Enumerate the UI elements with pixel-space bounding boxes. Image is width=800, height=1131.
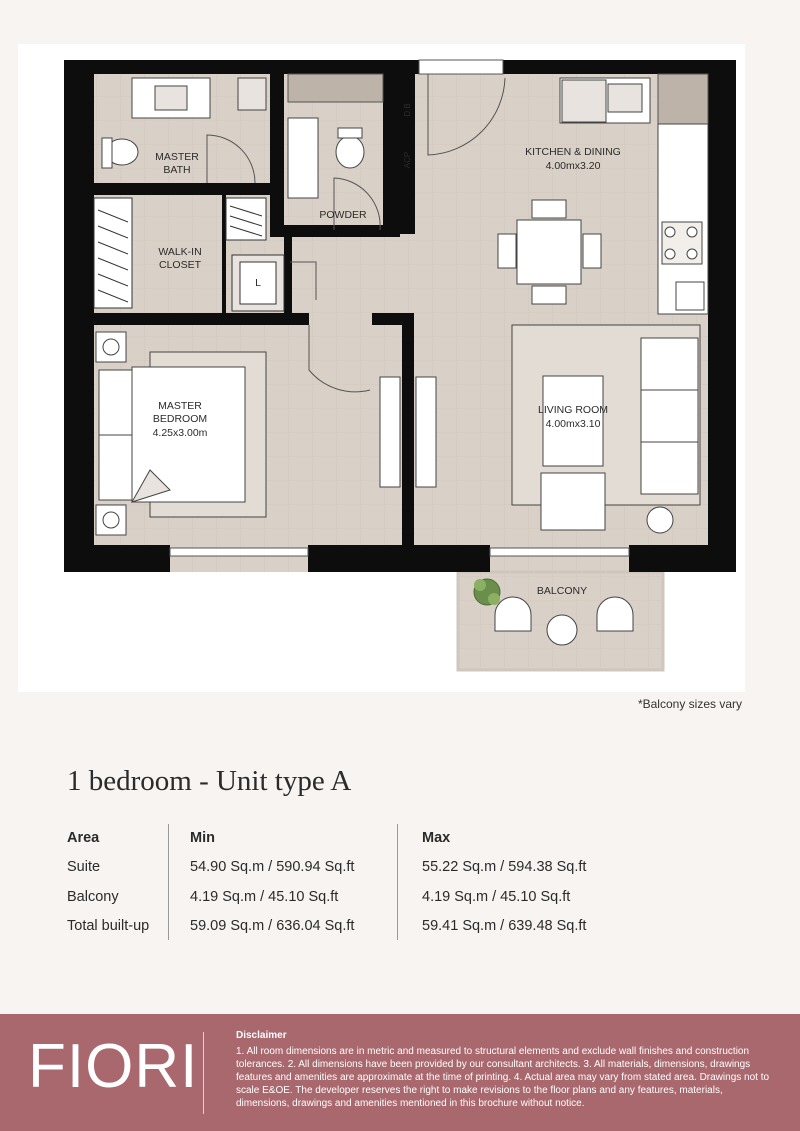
- row-min: 59.09 Sq.m / 636.04 Sq.ft: [190, 918, 355, 934]
- brand-logo: FIORI: [28, 1032, 199, 1101]
- row-min: 4.19 Sq.m / 45.10 Sq.ft: [190, 889, 339, 905]
- room-label-master-bath: MASTER BATH: [155, 151, 199, 176]
- disclaimer-text: 1. All room dimensions are in metric and measured to structural elements and exclude wall finishes and construction tolerances. 2. All dimensions have been provided by our consultant architects. 3. All materials, dimensions, drawings features and amenities are approximate at the time of printing. 4. Actual area may vary from stated area. Drawings not to scale E&OE. The developer reserves the right to make revisions to the floor plans and any features, materials, dimensions, drawings and amenities mentioned in this brochure without notice.: [236, 1046, 770, 1109]
- disclaimer-title: Disclaimer: [236, 1030, 287, 1041]
- room-size-kitchen-dining: 4.00mx3.20: [545, 160, 601, 172]
- room-size-living-room: 4.00mx3.10: [545, 418, 601, 430]
- room-size-master-bedroom: 4.25x3.00m: [152, 427, 208, 439]
- row-label: Suite: [67, 859, 101, 875]
- floor-plan-drawing: [18, 44, 745, 692]
- table-row: [67, 889, 667, 909]
- room-label-balcony: BALCONY: [536, 585, 588, 597]
- unit-title: 1 bedroom - Unit type A: [67, 765, 352, 797]
- table-row: [67, 859, 667, 879]
- label-db: D.B: [403, 103, 412, 117]
- header-area: Area: [67, 830, 100, 846]
- room-label-powder: POWDER: [319, 209, 367, 221]
- footer-banner: [0, 1014, 800, 1131]
- row-max: 55.22 Sq.m / 594.38 Sq.ft: [422, 859, 587, 875]
- row-label: Total built-up: [67, 918, 150, 934]
- row-max: 59.41 Sq.m / 639.48 Sq.ft: [422, 918, 587, 934]
- label-acp: ACP: [403, 151, 412, 169]
- floor-plan-card: [18, 44, 745, 692]
- row-max: 4.19 Sq.m / 45.10 Sq.ft: [422, 889, 571, 905]
- room-label-laundry: L: [255, 277, 261, 289]
- table-header-row: [67, 830, 667, 850]
- table-row: [67, 918, 667, 938]
- row-label: Balcony: [67, 889, 119, 905]
- footer-divider: [203, 1032, 204, 1114]
- room-label-walk-in-closet: WALK-IN CLOSET: [158, 246, 202, 271]
- header-max: Max: [422, 830, 451, 846]
- row-min: 54.90 Sq.m / 590.94 Sq.ft: [190, 859, 355, 875]
- room-label-kitchen-dining: KITCHEN & DINING: [525, 146, 621, 158]
- room-label-master-bedroom: MASTER BEDROOM: [152, 400, 208, 425]
- header-min: Min: [190, 830, 215, 846]
- balcony-note: *Balcony sizes vary: [637, 697, 742, 711]
- room-label-living-room: LIVING ROOM: [537, 404, 609, 416]
